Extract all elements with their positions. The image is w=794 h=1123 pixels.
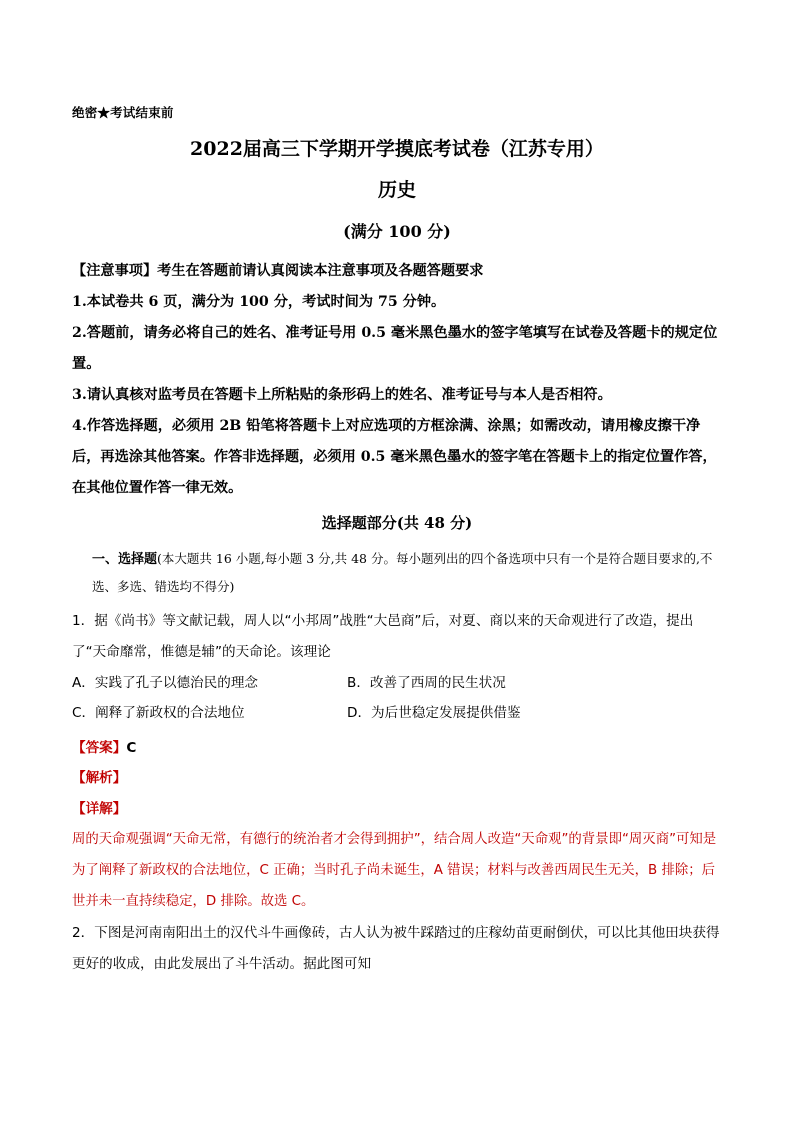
question-stem: 1．据《尚书》等文献记载，周人以“小邦周”战胜“大邑商”后，对夏、商以来的天命观进行了改造，提出了“天命靡常，惟德是辅”的天命论。该理论 <box>72 613 694 660</box>
option-d: D．为后世稳定发展提供借鉴 <box>347 705 521 721</box>
exam-title: 2022届高三下学期开学摸底考试卷（江苏专用） <box>190 138 604 160</box>
detail-explanation <box>72 824 724 917</box>
question-1 <box>72 606 724 668</box>
question-2 <box>72 918 724 980</box>
question-1-options <box>72 668 724 728</box>
detail-text: 周的天命观强调“天命无常，有德行的统治者才会得到拥护”，结合周人改造“天命观”的背景即“周灭商”可知是为了阐释了新政权的合法地位，C 正确；当时孔子尚未诞生，A 错误；材料与改善西周民生无关，B 排除；后世并未一直持续稳定，D 排除。故选 C。 <box>72 832 717 909</box>
detail-label: 【详解】 <box>72 801 127 817</box>
instruction-label: 一、选择题 <box>92 552 158 567</box>
section-heading: 选择题部分(共 48 分) <box>321 514 473 532</box>
instruction-text: (本大题共 16 小题,每小题 3 分,共 48 分。每小题列出的四个备选项中只有一个是符合题目要求的,不选、多选、错选均不得分) <box>92 551 713 594</box>
note-item: 4.作答选择题，必须用 2B 铅笔将答题卡上对应选项的方框涂满、涂黑；如需改动，请用橡皮擦干净后，再选涂其他答案。作答非选择题，必须用 0.5 毫米黑色墨水的签字笔在答题卡上的指定位置作答，在其他位置作答一律无效。 <box>72 418 717 496</box>
full-score: (满分 100 分) <box>343 222 451 241</box>
answer-line <box>72 736 136 756</box>
confidential-label: 绝密★考试结束前 <box>72 105 174 120</box>
analysis-label: 【解析】 <box>72 770 127 786</box>
section-instruction <box>72 545 724 600</box>
question-stem: 2．下图是河南南阳出土的汉代斗牛画像砖，古人认为被牛踩踏过的庄稼幼苗更耐倒伏，可以比其他田块获得更好的收成，由此发展出了斗牛活动。据此图可知 <box>72 925 720 972</box>
note-item: 2.答题前，请务必将自己的姓名、准考证号用 0.5 毫米黑色墨水的签字笔填写在试卷及答题卡的规定位置。 <box>72 325 718 372</box>
note-item: 3.请认真核对监考员在答题卡上所粘贴的条形码上的姓名、准考证号与本人是否相符。 <box>72 387 612 403</box>
option-b: B．改善了西周的民生状况 <box>347 675 506 691</box>
answer-label: 【答案】 <box>72 740 127 756</box>
option-a: A．实践了孔子以德治民的理念 <box>72 675 259 691</box>
subject-title: 历史 <box>377 179 416 201</box>
answer-value: C <box>126 740 137 756</box>
exam-notes <box>72 256 724 504</box>
notes-heading: 【注意事项】考生在答题前请认真阅读本注意事项及各题答题要求 <box>72 263 484 279</box>
note-item: 1.本试卷共 6 页，满分为 100 分，考试时间为 75 分钟。 <box>72 294 446 310</box>
option-c: C．阐释了新政权的合法地位 <box>72 705 245 721</box>
